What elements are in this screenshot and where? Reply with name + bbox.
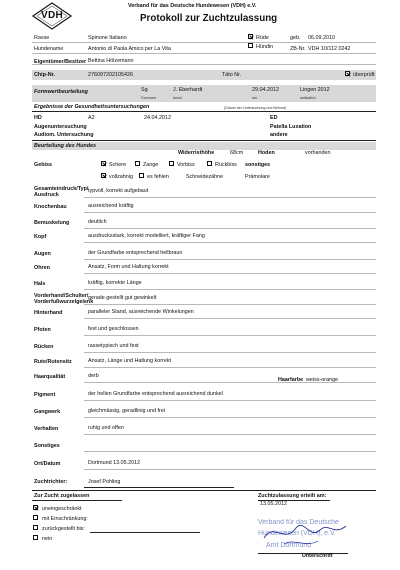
bite-vorbiss-checkbox[interactable] — [169, 161, 174, 166]
hd-date: 24.04.2012 — [144, 115, 171, 121]
bite-schere-checkbox[interactable] — [101, 161, 106, 166]
formwert-date: 29.04.2012 — [252, 87, 279, 93]
assessment-row-value: ruhig und offen — [88, 425, 124, 431]
formwert-date-sub: am — [252, 96, 257, 100]
health-bottom — [32, 140, 376, 141]
name-label: Hundename — [34, 46, 64, 52]
name-value: Antonio di Paola Amico per La Vita — [88, 46, 171, 52]
patella-label: Patella Luxation — [270, 124, 312, 130]
zb-label: ZB-Nr. — [290, 46, 306, 52]
assessment-row-value: Ansatz, Länge und Haltung korrekt — [88, 358, 172, 364]
formwert-judge-sub: durch — [173, 96, 182, 100]
option-zurueckgestellt: zurückgestellt bis: — [42, 526, 85, 532]
richter-label: Zuchtrichter: — [34, 479, 68, 485]
assessment-row-value: paralleler Stand, ausreichende Winkelungen — [88, 309, 194, 315]
widerrist-value: 68cm — [230, 150, 244, 156]
assessment-row-line — [84, 259, 376, 260]
assessment-row-label: Rücken — [34, 344, 54, 350]
granted-date: 13.05.2012 — [260, 501, 287, 507]
teeth-praemolare-label: Prämolare — [245, 174, 270, 180]
assessment-row-value: der Grundfarbe entsprechend hellbraun — [88, 250, 183, 256]
chip-label: Chip-Nr. — [34, 72, 55, 78]
admission-label: Zur Zucht zugelassen — [34, 493, 90, 499]
hd-label: HD — [34, 115, 42, 121]
assessment-row-line — [84, 273, 376, 274]
signature-label: Unterschrift — [302, 553, 333, 559]
zurueckgestellt-line — [90, 532, 200, 533]
assessment-row-value: der hellen Grundfarbe entsprechend ausreichend dunkel — [88, 391, 223, 397]
option-nein: nein — [42, 536, 53, 542]
assessment-row-value: kräftig, korrekte Länge — [88, 280, 142, 286]
svg-text:Hundewesen (VDH), e.V.: Hundewesen (VDH), e.V. — [258, 530, 336, 537]
assessment-row-label: Ort/Datum — [34, 461, 61, 467]
ruede-label: Rüde — [256, 35, 269, 41]
hoden-value: vorhanden — [305, 150, 331, 156]
assessment-row-value: rassetypisch und fest — [88, 343, 139, 349]
ruede-checkbox[interactable] — [248, 34, 253, 39]
rasse-label: Rasse — [34, 35, 50, 41]
formwert-judge: J. Eberhardt — [173, 87, 203, 93]
assessment-row-label: Verhalten — [34, 426, 59, 432]
assessment-row-line — [84, 197, 376, 198]
bite-vorbiss-label: Vorbiss — [177, 162, 195, 168]
assessment-row-line — [84, 469, 376, 470]
assessment-row-line — [84, 242, 376, 243]
chip-value: 276097202105426 — [88, 72, 133, 78]
admission-divider — [32, 490, 376, 491]
owner-value: Bettina Hölzemann — [88, 58, 134, 64]
zb-value: VDH 10/112 0242 — [308, 46, 351, 52]
health-note: (Datum der Untersuchung und Befund) — [224, 106, 286, 110]
geb-value: 06.09.2010 — [308, 35, 335, 41]
chip-row — [32, 70, 376, 80]
granted-label: Zuchtzulassung erteilt am: — [258, 493, 327, 499]
assessment-row-line — [84, 289, 376, 290]
huendin-label: Hündin — [256, 44, 274, 50]
formwert-label: Formwertbeurteilung — [34, 89, 88, 95]
assessment-row-label: Gesamteindruck/Typ/ Ausdruck — [34, 186, 89, 198]
assessment-row-line — [84, 318, 376, 319]
assessment-row-label: Hals — [34, 281, 46, 287]
assessment-row-line — [84, 352, 376, 353]
assessment-row-value: Dortmund 13.05.2012 — [88, 460, 141, 466]
assessment-row-value: derb — [88, 373, 99, 379]
assessment-row-value: gerade gestellt gut gewinkelt — [88, 295, 157, 301]
assessment-row-label: Knochenbau — [34, 204, 67, 210]
page-title: Protokoll zur Zuchtzulassung — [140, 13, 278, 24]
assessment-row-label: Gangwerk — [34, 409, 61, 415]
assessment-row-label: Sonstiges — [34, 443, 60, 449]
admission-label-line — [32, 500, 122, 501]
assessment-row-label: Hinterhand — [34, 310, 63, 316]
org-name: Verband für das Deutsche Hundewesen (VDH) e.V. — [128, 3, 257, 9]
assessment-row-value: ausdrucksstark, korrekt modelliert, kräftiger Fang — [88, 233, 205, 239]
bite-zange-label: Zange — [143, 162, 159, 168]
richter-line — [84, 487, 234, 488]
assessment-row-label: Augen — [34, 251, 51, 257]
assessment-row-line — [84, 434, 376, 435]
checked-label: überprüft — [353, 72, 375, 78]
bite-rueckbiss-checkbox[interactable] — [207, 161, 212, 166]
taeto-label: Täto Nr. — [222, 72, 242, 78]
teeth-fehlen-label: es fehlen — [147, 174, 169, 180]
augen-label: Augenuntersuchung — [34, 124, 87, 130]
formwert-grade-sub: Formwert — [141, 96, 157, 100]
widerrist-label: Widerristhöhe — [178, 150, 215, 156]
assessment-row-line — [84, 367, 376, 368]
andere-label: andere — [270, 132, 288, 138]
health-divider — [32, 111, 376, 112]
geb-label: geb. — [290, 35, 301, 41]
bite-zange-checkbox[interactable] — [135, 161, 140, 166]
bite-schere-label: Schere — [109, 162, 127, 168]
assessment-row-label: Kopf — [34, 234, 47, 240]
teeth-vollzahnig-checkbox[interactable] — [101, 173, 106, 178]
bite-rueckbiss-label: Rückbiss — [215, 162, 237, 168]
assessment-row-label: Rute/Rutensitz — [34, 359, 72, 365]
option-nein-checkbox[interactable] — [33, 535, 38, 540]
assessment-row-label: Haarqualität — [34, 374, 66, 380]
option-einschraenkung-checkbox[interactable] — [33, 515, 38, 520]
assessment-row-label: Pigment — [34, 392, 56, 398]
svg-text:Amt Dortmund: Amt Dortmund — [266, 542, 312, 549]
assessment-row-label: Vorderhand/Schulter/ Vorderfußwurzelgelenk — [34, 293, 94, 305]
assessment-row-line — [84, 228, 376, 229]
assessment-row-label: Bemuskelung — [34, 220, 70, 226]
owner-label: Eigentümer/Besitzer — [34, 59, 87, 65]
assessment-row-value: fest und geschlossen — [88, 326, 139, 332]
teeth-vollzahnig-label: vollzahnig — [109, 174, 133, 180]
haarfarbe-value: weiss-orange — [306, 377, 339, 383]
ed-label: ED — [270, 115, 278, 121]
sonstiges-gebiss-label: sonstiges — [245, 162, 271, 168]
assessment-row-value: typvoll, korrekt aufgebaut — [88, 188, 149, 194]
formwert-place-sub: anlässlich — [300, 96, 316, 100]
assessment-row-line — [84, 335, 376, 336]
assessment-row-line — [84, 451, 376, 452]
health-label: Ergebnisse der Gesundheitsuntersuchungen — [34, 104, 150, 110]
assessment-row-value: gleichmässig, geradlinig und frei — [88, 408, 166, 414]
audiom-label: Audiom. Untersuchung — [34, 132, 94, 138]
huendin-checkbox[interactable] — [248, 43, 253, 48]
richter-value: Josef Pohling — [88, 479, 121, 485]
option-zurueckgestellt-checkbox[interactable] — [33, 525, 38, 530]
formwert-place: Lingen 2012 — [300, 87, 330, 93]
assessment-row-label: Pfoten — [34, 327, 51, 333]
logo-text: VDH — [41, 10, 64, 21]
formwert-grade: Sg — [141, 87, 148, 93]
stamp-graphic — [254, 508, 374, 554]
vdh-logo — [32, 2, 72, 30]
assessment-row-value: ausreichend kräftig — [88, 203, 134, 209]
rasse-value: Spinone Italiano — [88, 35, 127, 41]
option-uneingeschraenkt: uneingeschränkt — [42, 506, 82, 512]
assessment-row-line — [84, 400, 376, 401]
checked-checkbox[interactable] — [345, 71, 350, 76]
option-einschraenkung: mit Einschränkung: — [42, 516, 88, 522]
assessment-row-value: Ansatz, Form und Haltung korrekt — [88, 264, 169, 270]
option-uneingeschraenkt-checkbox[interactable] — [33, 505, 38, 510]
svg-text:Verband für das Deutsche: Verband für das Deutsche — [258, 519, 339, 526]
gebiss-label: Gebiss — [34, 162, 52, 168]
assessment-row-line — [84, 417, 376, 418]
assessment-label: Beurteilung des Hundes — [34, 143, 97, 149]
haarfarbe-label: Haarfarbe — [278, 377, 304, 383]
assessment-row-line — [84, 212, 376, 213]
assessment-row-label: Ohren — [34, 265, 50, 271]
assessment-row-value: deutlich — [88, 219, 107, 225]
club-stamp — [254, 508, 374, 554]
teeth-schneide-label: Schneidezähne — [186, 174, 224, 180]
hoden-label: Hoden — [258, 150, 275, 156]
teeth-fehlen-checkbox[interactable] — [139, 173, 144, 178]
assessment-row-line — [84, 304, 376, 305]
hd-value: A2 — [88, 115, 95, 121]
